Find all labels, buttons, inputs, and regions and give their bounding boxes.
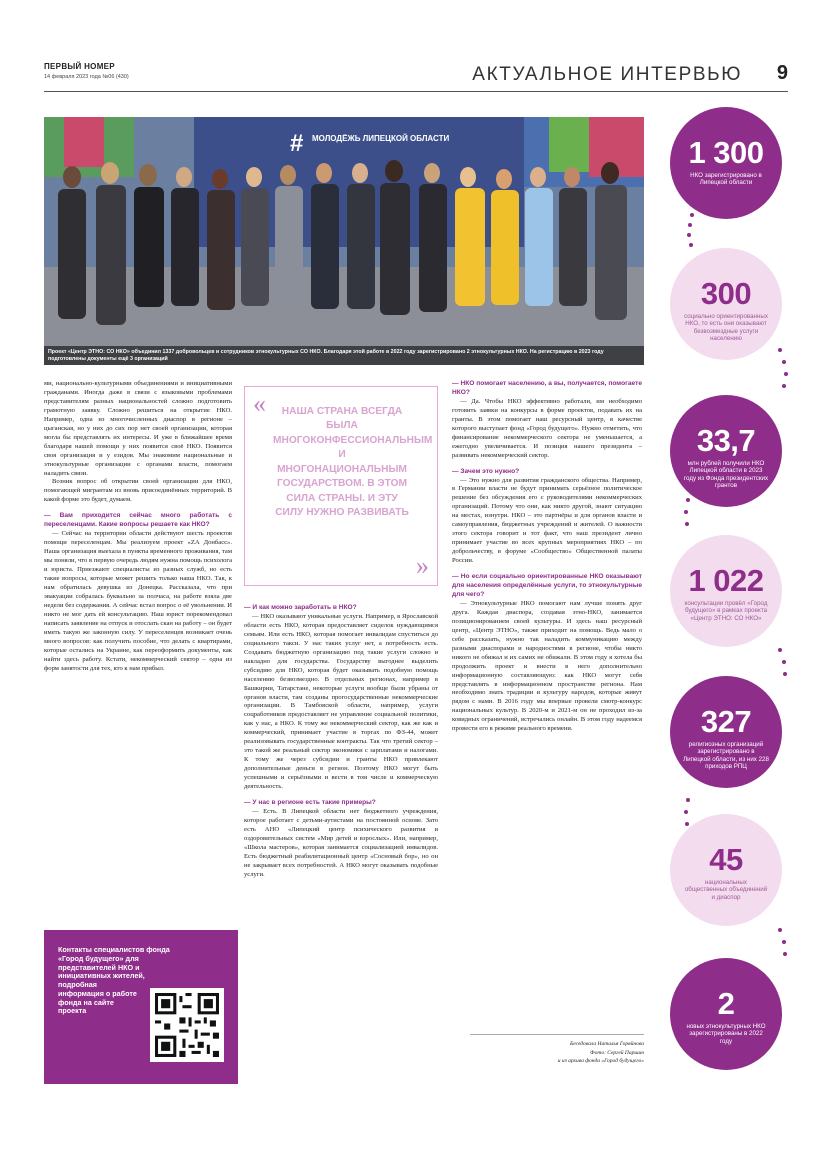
svg-text:#: # (290, 130, 304, 157)
contacts-box (44, 930, 238, 1084)
stat-description: социально ориентированных НКО, то есть они оказывают безвозмездные услуги населению (684, 313, 768, 343)
contacts-title: Контакты специалистов фонда «Город будущего» для представителей НКО и инициативных жителей, (58, 945, 170, 981)
stat-number: 300 (700, 276, 752, 311)
stat-description: национальных общественных объединений и диаспор (684, 879, 768, 901)
pull-quote-text: НАША СТРАНА ВСЕГДА БЫЛА МНОГОКОНФЕССИОНАЛЬНЫМ И МНОГОНАЦИОНАЛЬНЫМ ГОСУДАРСТВОМ. В ЭТОМ СИЛА СТРАНЫ. И ЭТУ СИЛУ НУЖНО РАЗВИВАТЬ (273, 406, 433, 519)
stat-circle (670, 535, 782, 647)
group-photo-illustration (44, 117, 644, 365)
header-divider (44, 91, 788, 92)
article-column-1 (44, 380, 232, 674)
stat-number: 1 300 (688, 135, 764, 170)
stat-description: млн рублей получили НКО Липецкой области в 2023 году из Фонда президентских грантов (683, 460, 769, 490)
stat-number: 45 (709, 842, 743, 877)
paragraph: — НКО оказывают уникальные услуги. Например, в Ярославской области есть НКО, которая предоставляет сиделок нуждающимся семьям. Или есть НКО, которая помогает инвалидам спуститься до социального такси. У нас таких услуг нет, а потребность есть. Создавать бюджетную организацию под такие услуги сложно и накладно для государства. Государству выгоднее выделить субсидию для НКО, которая будет оказывать подобную помощь населению безвозмездно. В отдельных регионах, например в Башкирии, Татарстане, некоторые услуги вообще были убраны от органов власти, там созданы прогосударственные некоммерческие организации. В Тамбовской области, например, услуги соцработников предоставляет не управление социальной политики, как у нас, а НКО. К тому же некоммерческий сектор, как же как и коммерческий, принимает участие в торгах по ФЗ-44, может реализовывать государственные контракты. Так что третий сектор – это такой же реальный сектор экономики с зарплатами и налогами. К тому же через субсидии и гранты НКО привлекают дополнительные деньги в регион. Поэтому НКО могут быть успешными и серьёзными и вести в том числе и коммерческую деятельность. (244, 612, 438, 791)
group-photo (44, 117, 644, 365)
open-quote-icon: « (253, 389, 266, 418)
article-column-3 (452, 380, 642, 734)
interviewer-credit: Беседовала Наталья Горяйнова (569, 1041, 644, 1047)
article-column-2 (244, 604, 438, 880)
stat-description: религиозных организаций зарегистрировано в Липецкой области, из них 228 приходов РПЦ (683, 741, 769, 771)
stat-circle (670, 814, 782, 926)
stat-number: 327 (700, 704, 752, 739)
stat-circle (670, 958, 782, 1070)
stat-description: консультации провёл «Город будущего» в рамках проекта «Центр ЭТНО: СО НКО» (684, 600, 768, 622)
interview-question: — Вам приходится сейчас много работать с переселенцами. Какие вопросы решаете как НКО? (44, 512, 232, 529)
section-title: АКТУАЛЬНОЕ ИНТЕРВЬЮ (472, 64, 742, 85)
paragraph: — Есть. В Липецкой области нет бюджетного учреждения, которое работает с детьми-аутистами на постоянной основе. Зато есть АНО «Липецкий центр психического развития и оздоровительных систем «Мир детей и взрослых». Или, например, «Школа мастеров», которая занимается социализацией инвалидов. Есть бюджетный реабилитационный центр «Сосновый бор», но он не закрывает всех потребностей. А НКО могут оказывать подобные услуги. (244, 807, 438, 878)
stat-number: 2 (717, 986, 735, 1021)
paragraph: — Это нужно для развития гражданского общества. Например, в Германии власти не будут принимать серьёзное политическое решение без обсуждения его с руководителями некоммерческих организаций. Потому что они, как никто другой, знают ситуацию на местах, изнутри. НКО – это партнёры и для органов власти и самоуправления, бюджетных учреждений и жителей. О важности этого сектора говорит и тот факт, что наш президент лично принимает участие во всех крупных мероприятиях НКО – по доброльчеству, в форуме «Сообщество» Общественной палаты России. (452, 476, 642, 565)
photo-caption: Проект «Центр ЭТНО: СО НКО» объединил 1337 добровольцев и сотрудников этнокультурных СО НКО. Благодаря этой работе в 2022 году зарегистрировано 2 этнокультурных НКО. На регистрацию в 2023 году подготовлены документы ещё 3 организаций (44, 346, 644, 365)
interview-question: — Зачем это нужно? (452, 467, 520, 475)
stat-circle (670, 676, 782, 788)
paragraph: ми, национально-культурными объединениями и инициативными гражданами. Иногда даже в связи с языковыми проблемами представителям разных национальностей сложно подготовить грамотную заявку. Сложно решиться на открытие НКО. Например, одна из многочисленных диаспор в регионе – цыганская, но у них до сих пор нет своей организации, которая могла бы представлять их интересы. И уже в ближайшее время благодаря нашей помощи у них появится своё НКО. Появится своя организация и у езидов. Мы знакомим национальные и этнокультурные организации с органами власти, помогаем наладить связи. (44, 380, 232, 477)
article-credits (470, 1040, 644, 1066)
stat-description: НКО зарегистрировано в Липецкой области (690, 172, 762, 187)
stat-description: новых этнокультурных НКО зарегистрированы в 2022 году (686, 1023, 766, 1045)
newspaper-name: ПЕРВЫЙ НОМЕР (44, 62, 115, 71)
stat-number: 1 022 (688, 563, 764, 598)
page-number: 9 (776, 62, 788, 84)
paragraph: — Да. Чтобы НКО эффективно работали, им необходимо готовить заявки на конкурсы в форме проектов, подавать их на гранты. В этом помогает наш ресурсный центр, в качестве которого выступает фонд «Город будущего». Нужно отметить, что финансирование некоммерческого сектора не уменьшается, а ежегодно увеличивается. И позиция нашего президента – развивать некоммерческий сектор. (452, 397, 642, 459)
interview-question: — У нас в регионе есть такие примеры? (244, 799, 376, 807)
paragraph: — Этнокультурные НКО помогают нам лучше понять друг друга. Каждая диаспора, создавая этно-НКО, занимается позиционированием своей культуры. И здесь наш ресурсный центр, «Центр ЭТНО», также приходит на помощь. Ведь мало о себе рассказать, нужно так наладить коммуникацию между разными диаспорами и народностями в регионе, чтобы никто никого не обижал и их самих не обижали. В этом году я хотела бы продолжить проект и внести в него дополнительно информационную составляющую: как НКО могут себя представлять в информационном пространстве региона. Нам необходимо знать традиции и культуру народов, которые живут рядом с нами. В 2016 году мы впервые провели смотр-конкурс национальных культур. В 2020-м и 2021-м он не проходил из-за ковидных ограничений, встречались онлайн. В этом году надеемся провести его в режиме реального времени. (452, 599, 642, 733)
interview-question: — Но если социально ориентированные НКО оказывают для населения определённые услуги, то этнокультурные для чего? (452, 573, 642, 598)
contacts-text: подробная информация о работе фонда на сайте проекта (58, 980, 137, 1016)
credits-divider (470, 1034, 644, 1035)
stat-number: 33,7 (696, 423, 756, 458)
banner-text: МОЛОДЁЖЬ ЛИПЕЦКОЙ ОБЛАСТИ (312, 134, 450, 143)
paragraph: Возник вопрос об открытии своей организации для НКО, помогающей мигрантам из вновь присоединённых территорий. В какой форме это будет, думаем. (44, 478, 232, 504)
photo-credit: Фото: Сергей Паршин (590, 1049, 644, 1056)
qr-code-graphic (155, 993, 219, 1057)
qr-code-icon[interactable] (150, 988, 224, 1062)
stat-circle (670, 107, 782, 219)
close-quote-icon: » (416, 551, 429, 580)
paragraph: — Сейчас на территории области действуют шесть проектов помощи переселенцам. Мы реализуем проект «ZA Донбасс». Наша организация выехала в пункты временного проживания, там мы поняли, что в первую очередь людям нужна помощь психолога и юриста. Приезжают специалисты из разных служб, но есть такие вопросы, которые может решить только наша НКО. Так, к нам обратилась девушка из Донецка. Рассказала, что при эвакуации собралась буквально за полчаса, на работе взяла две недели без содержания. А сейчас встал вопрос о её увольнении. И никто не мог дать ей консультацию. Наш юрист порекомендовал написать заявление на отпуск и отослать скан на работу – он будет иметь такую же законную силу. У переселенцев возникает очень много вопросов: как получить пособие, что делать с квартирами, которые остались на Украине, как переоформить документы, как найти здесь работу. Кстати, некоммерческий сектор – одна из форм занятости для тех, кто к нам прибыл. (44, 530, 232, 672)
archive-credit: и из архива фонда «Город будущего» (557, 1058, 644, 1065)
issue-date: 14 февраля 2023 года №06 (430) (44, 74, 129, 80)
pull-quote (244, 386, 438, 586)
interview-question: — И как можно заработать в НКО? (244, 604, 357, 611)
interview-question: — НКО помогает населению, а вы, получается, помогаете НКО? (452, 380, 642, 396)
page-header (44, 62, 788, 92)
stat-circle (670, 395, 782, 507)
stat-circle (670, 248, 782, 360)
